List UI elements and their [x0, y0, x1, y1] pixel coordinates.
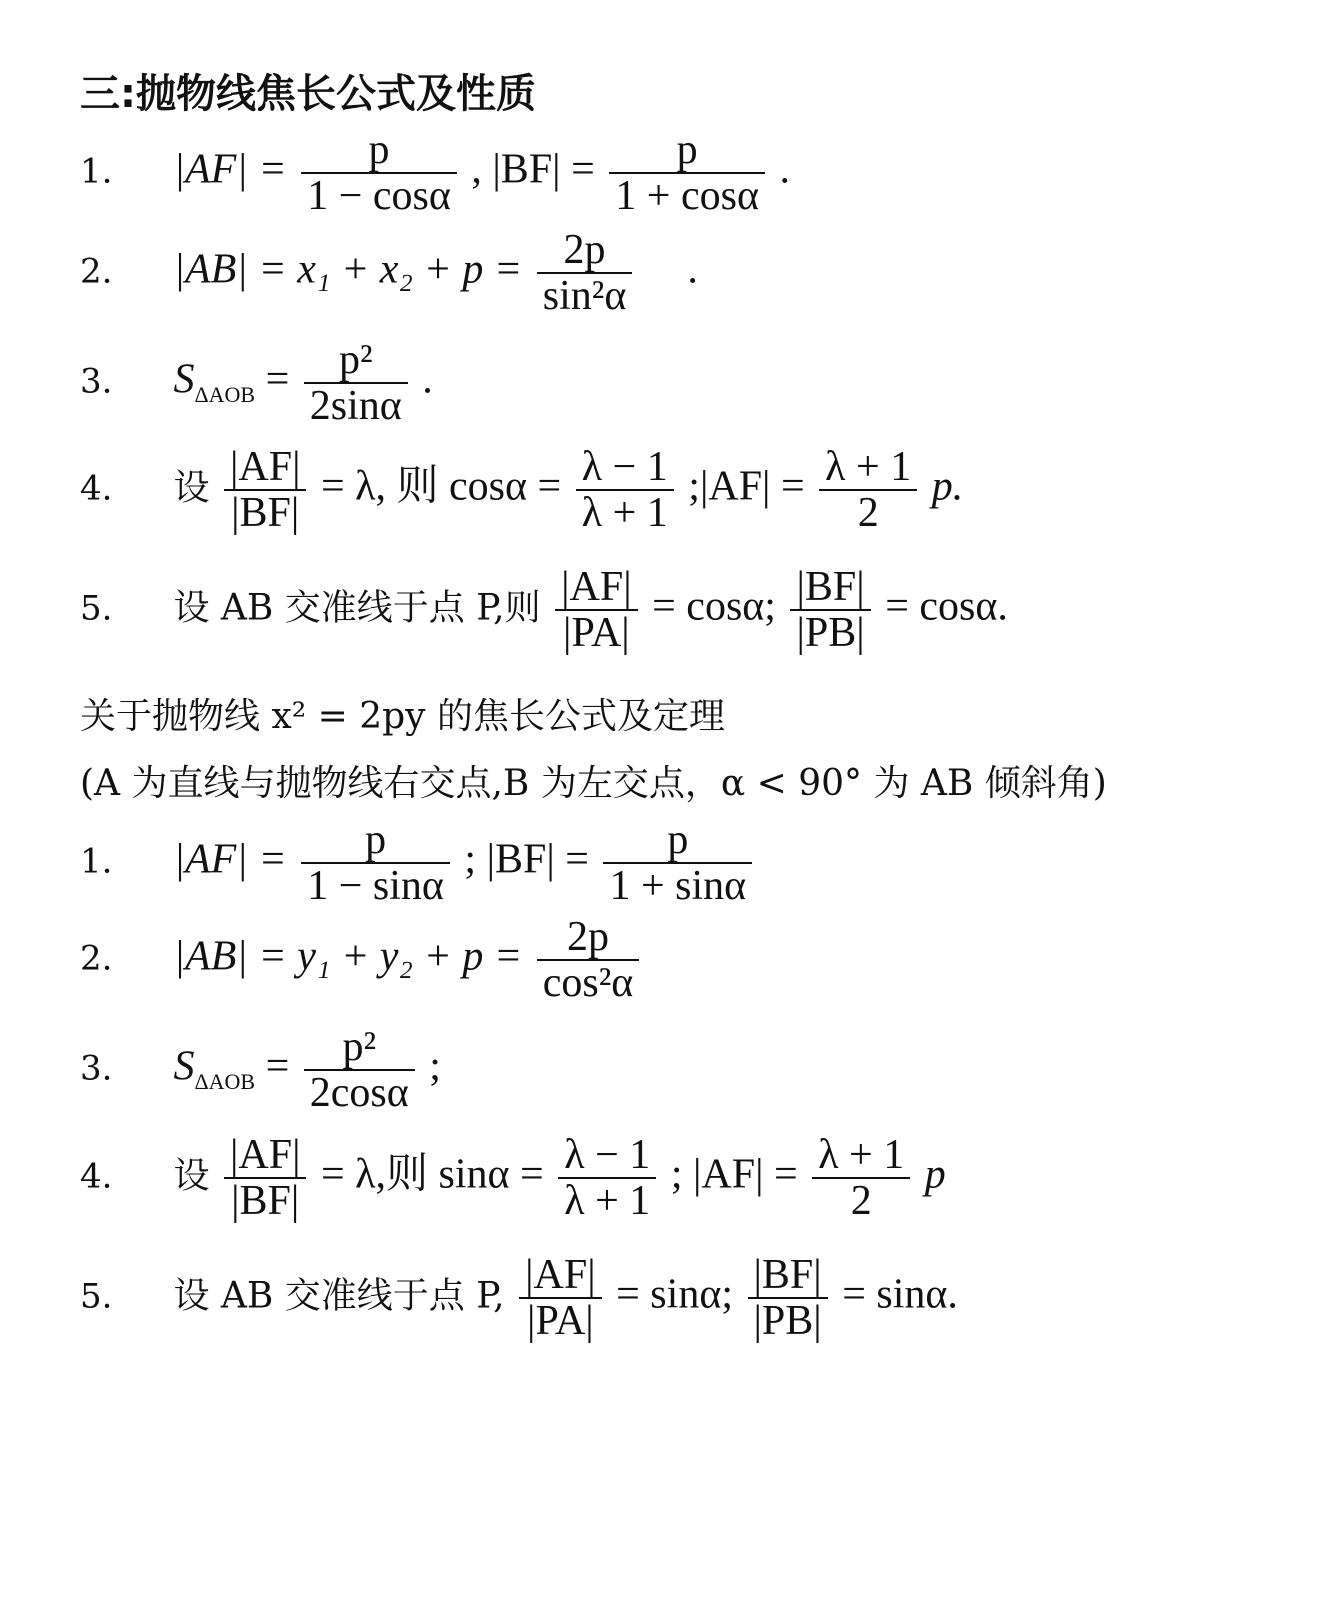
- item-number: 1.: [80, 841, 113, 882]
- formula-1-3: [80, 338, 433, 428]
- formula-text: ;|AF| =: [688, 463, 805, 510]
- fraction: [301, 818, 450, 908]
- numerator: 2p: [567, 914, 610, 960]
- item-number: 4.: [80, 468, 113, 509]
- numerator: p²: [338, 337, 373, 383]
- formula-2-5: [80, 1253, 958, 1343]
- numerator: |BF|: [753, 1252, 822, 1298]
- formula-text: = cosα;: [652, 583, 776, 630]
- formula-text: p.: [931, 463, 964, 510]
- fraction: [819, 445, 917, 535]
- denominator: |BF|: [224, 489, 307, 535]
- numerator: |AF|: [525, 1252, 596, 1298]
- denominator: |PA|: [555, 609, 638, 655]
- numerator: |BF|: [796, 564, 865, 610]
- formula-text: ; |BF| =: [464, 836, 589, 883]
- item-number: 2.: [80, 251, 113, 292]
- section-note: (A 为直线与抛物线右交点,B 为左交点，α < 90° 为 AB 倾斜角): [80, 763, 1107, 804]
- subscript: ΔAOB: [194, 382, 256, 408]
- numerator: p: [368, 127, 390, 173]
- denominator: 2cosα: [304, 1069, 415, 1115]
- formula-text: =: [265, 1043, 290, 1090]
- numerator: λ − 1: [581, 444, 668, 490]
- fraction: [555, 565, 638, 655]
- formula-text: 设 AB 交准线于点 P,: [173, 1275, 505, 1317]
- fraction: [537, 228, 633, 318]
- formula-text: ; |AF| =: [670, 1151, 798, 1198]
- fraction: [748, 1253, 828, 1343]
- fraction: [224, 1133, 307, 1223]
- denominator: 1 − cosα: [301, 172, 457, 218]
- denominator: λ + 1: [576, 489, 674, 535]
- formula-2-4: [80, 1133, 946, 1223]
- formula-text: S: [173, 1043, 195, 1090]
- formula-1-5: [80, 565, 1008, 655]
- denominator: 2sinα: [304, 382, 408, 428]
- numerator: p: [365, 817, 387, 863]
- item-number: 3.: [80, 1048, 113, 1089]
- fraction: [224, 445, 307, 535]
- item-number: 5.: [80, 1276, 113, 1317]
- numerator: p²: [342, 1024, 377, 1070]
- formula-2-1: [80, 818, 756, 908]
- formula-1-2: [80, 228, 698, 318]
- denominator: 1 + sinα: [603, 862, 752, 908]
- page-title: 三:抛物线焦长公式及性质: [80, 71, 536, 117]
- formula-text: = sinα;: [616, 1271, 733, 1318]
- formula-text: = sinα.: [842, 1271, 958, 1318]
- numerator: p: [667, 817, 689, 863]
- formula-text: 设 AB 交准线于点 P,则: [173, 587, 541, 629]
- formula-text: |AB| = y₁ + y₂ + p =: [173, 933, 523, 980]
- fraction: [790, 565, 870, 655]
- formula-text: = cosα.: [885, 583, 1008, 630]
- fraction: [304, 338, 408, 428]
- item-number: 2.: [80, 938, 113, 979]
- subscript: ΔAOB: [194, 1069, 256, 1095]
- formula-text: 设: [173, 467, 210, 509]
- formula-text: |AF| =: [173, 146, 287, 193]
- fraction: [603, 818, 752, 908]
- formula-text: .: [687, 246, 698, 293]
- formula-text: = λ, 则 cosα =: [320, 463, 562, 510]
- formula-2-2: [80, 915, 643, 1005]
- formula-text: |AF| =: [173, 836, 287, 883]
- numerator: |AF|: [561, 564, 632, 610]
- numerator: λ − 1: [564, 1132, 651, 1178]
- denominator: |PB|: [748, 1297, 828, 1343]
- formula-1-4: [80, 445, 963, 535]
- denominator: 1 + cosα: [609, 172, 765, 218]
- fraction: [537, 915, 640, 1005]
- formula-text: .: [779, 146, 790, 193]
- fraction: [576, 445, 674, 535]
- fraction: [609, 128, 765, 218]
- denominator: |PB|: [790, 609, 870, 655]
- denominator: λ + 1: [558, 1177, 656, 1223]
- formula-text: |AB| = x₁ + x₂ + p =: [173, 246, 523, 293]
- fraction: [301, 128, 457, 218]
- formula-2-3: [80, 1025, 441, 1115]
- fraction: [519, 1253, 602, 1343]
- item-number: 4.: [80, 1156, 113, 1197]
- formula-text: 设: [173, 1155, 210, 1197]
- item-number: 3.: [80, 361, 113, 402]
- denominator: 2: [812, 1177, 910, 1223]
- numerator: |AF|: [229, 444, 301, 490]
- denominator: |PA|: [519, 1297, 602, 1343]
- fraction: [812, 1133, 910, 1223]
- formula-text: ;: [429, 1043, 441, 1090]
- item-number: 1.: [80, 151, 113, 192]
- formula-text: p: [924, 1151, 946, 1198]
- denominator: 1 − sinα: [301, 862, 450, 908]
- numerator: |AF|: [229, 1132, 301, 1178]
- fraction: [304, 1025, 415, 1115]
- numerator: 2p: [563, 227, 606, 273]
- formula-text: =: [265, 356, 290, 403]
- denominator: |BF|: [224, 1177, 307, 1223]
- numerator: λ + 1: [825, 444, 912, 490]
- formula-text: S: [173, 356, 195, 403]
- formula-text: , |BF| =: [471, 146, 595, 193]
- item-number: 5.: [80, 588, 113, 629]
- formula-text: .: [422, 356, 433, 403]
- formula-text: = λ,则 sinα =: [320, 1151, 544, 1198]
- numerator: p: [676, 127, 698, 173]
- denominator: cos²α: [537, 959, 640, 1005]
- numerator: λ + 1: [818, 1132, 905, 1178]
- formula-1-1: [80, 128, 790, 218]
- section-heading: 关于抛物线 x² = 2py 的焦长公式及定理: [80, 696, 725, 737]
- fraction: [558, 1133, 656, 1223]
- denominator: 2: [819, 489, 917, 535]
- denominator: sin²α: [537, 272, 633, 318]
